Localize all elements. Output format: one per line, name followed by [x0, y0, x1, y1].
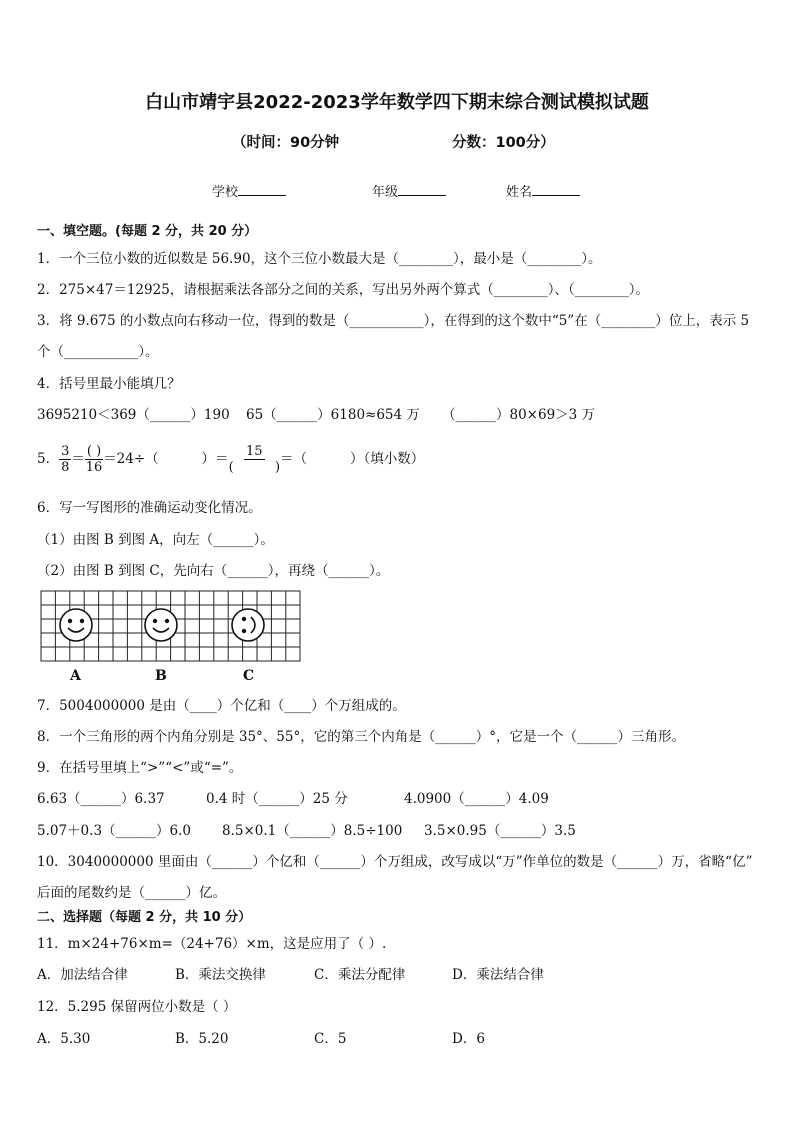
section1-title: 一、填空题。(每题 2 分，共 20 分） — [37, 224, 258, 239]
question-9f: 3.5×0.95（______）3.5 — [424, 823, 576, 839]
question-9a: 6.63（______）6.37 — [37, 791, 165, 807]
figure-label-a: A — [70, 668, 81, 684]
question-3-line2: 个（___________）。 — [37, 344, 159, 360]
q5-fraction-2-den: 16 — [85, 459, 103, 475]
grade-blank[interactable] — [398, 181, 446, 196]
exam-time: （时间：90分钟 — [232, 135, 340, 151]
grade-field — [372, 181, 446, 200]
q5-middle: ＝24÷（ ）＝ — [103, 451, 229, 467]
question-8: 8．一个三角形的两个内角分别是 35°、55°，它的第三个内角是（______）°，它是一个（______）三角形。 — [37, 729, 685, 745]
question-9c: 4.0900（______）4.09 — [404, 791, 549, 807]
question-4b: 65（______）6180≈654 万 — [246, 407, 420, 423]
q11-option-a[interactable]: A．加法结合律 — [37, 967, 128, 983]
q5-equals: ＝ — [71, 451, 85, 467]
section2-title: 二、选择题（每题 2 分，共 10 分） — [37, 910, 252, 925]
q5-fraction-1-num: 3 — [61, 443, 70, 459]
question-9e: 8.5×0.1（______）8.5÷100 — [222, 823, 403, 839]
grade-label: 年级 — [372, 185, 399, 200]
question-9d: 5.07＋0.3（______）6.0 — [37, 823, 191, 839]
question-3-line1: 3．将 9.675 的小数点向右移动一位，得到的数是（___________），在得到的这个数中“5”在（________）位上，表示 5 — [37, 313, 750, 329]
question-6b: （2）由图 B 到图 C，先向右（______），再绕（______）。 — [37, 563, 390, 579]
question-4c: （______）80×69＞3 万 — [442, 407, 596, 423]
q5-fraction-3-num: 15 — [246, 443, 263, 459]
question-4a: 3695210＜369（______）190 — [37, 407, 230, 423]
question-9b: 0.4 时（______）25 分 — [206, 791, 348, 807]
question-10-line1: 10．3040000000 里面由（______）个亿和（______）个万组成，改写成以“万”作单位的数是（______）万，省略“亿” — [37, 854, 753, 870]
figure-label-c: C — [243, 668, 255, 684]
question-4: 4．括号里最小能填几？ — [37, 376, 181, 392]
q5-fraction-2 — [85, 444, 103, 475]
question-11: 11．m×24+76×m=（24+76）×m，这是应用了（ ）. — [37, 936, 387, 952]
smiley-face-c-rotated-icon — [232, 609, 264, 641]
question-1: 1．一个三位小数的近似数是 56.90，这个三位小数最大是（________），最小是（________）。 — [37, 251, 602, 267]
motion-grid-figure — [40, 590, 302, 668]
name-blank[interactable] — [532, 181, 580, 196]
question-7: 7．5004000000 是由（____）个亿和（____）个万组成的。 — [37, 698, 406, 714]
smiley-face-a-icon — [60, 609, 92, 641]
grid-svg — [40, 590, 302, 664]
q5-fraction-1-den: 8 — [61, 459, 70, 475]
school-label: 学校 — [212, 185, 239, 200]
q5-end: ＝（ ）（填小数） — [280, 451, 425, 467]
q5-prefix: 5． — [37, 451, 60, 467]
name-field — [506, 181, 580, 200]
q12-option-b[interactable]: B．5.20 — [175, 1031, 229, 1047]
question-9: 9．在括号里填上“>”“<”或“=”。 — [37, 760, 243, 776]
page-title: 白山市靖宇县2022-2023学年数学四下期末综合测试模拟试题 — [145, 92, 649, 113]
q5-fraction-1 — [59, 444, 71, 475]
q12-option-d[interactable]: D．6 — [452, 1031, 485, 1047]
q5-fraction-3 — [229, 444, 280, 475]
q12-option-c[interactable]: C．5 — [314, 1031, 347, 1047]
question-10-line2: 后面的尾数约是（______）亿。 — [37, 885, 226, 901]
smiley-face-b-icon — [145, 609, 177, 641]
question-6a: （1）由图 B 到图 A，向左（______）。 — [37, 532, 274, 548]
q12-option-a[interactable]: A．5.30 — [37, 1031, 91, 1047]
exam-score: 分数：100分） — [452, 135, 555, 151]
q11-option-b[interactable]: B．乘法交换律 — [175, 967, 266, 983]
name-label: 姓名 — [506, 185, 533, 200]
question-5 — [37, 437, 424, 481]
q5-fraction-2-num[interactable]: ( ) — [86, 443, 102, 459]
q11-option-c[interactable]: C．乘法分配律 — [314, 967, 406, 983]
school-field — [212, 181, 286, 200]
q5-fraction-3-den[interactable]: ( ) — [228, 459, 281, 475]
question-6: 6．写一写图形的准确运动变化情况。 — [37, 500, 262, 516]
q11-option-d[interactable]: D．乘法结合律 — [452, 967, 544, 983]
question-2: 2．275×47＝12925，请根据乘法各部分之间的关系，写出另外两个算式（________）、（________）。 — [37, 282, 650, 298]
question-12: 12．5.295 保留两位小数是（ ） — [37, 999, 237, 1015]
school-blank[interactable] — [238, 181, 286, 196]
figure-label-b: B — [155, 668, 167, 684]
